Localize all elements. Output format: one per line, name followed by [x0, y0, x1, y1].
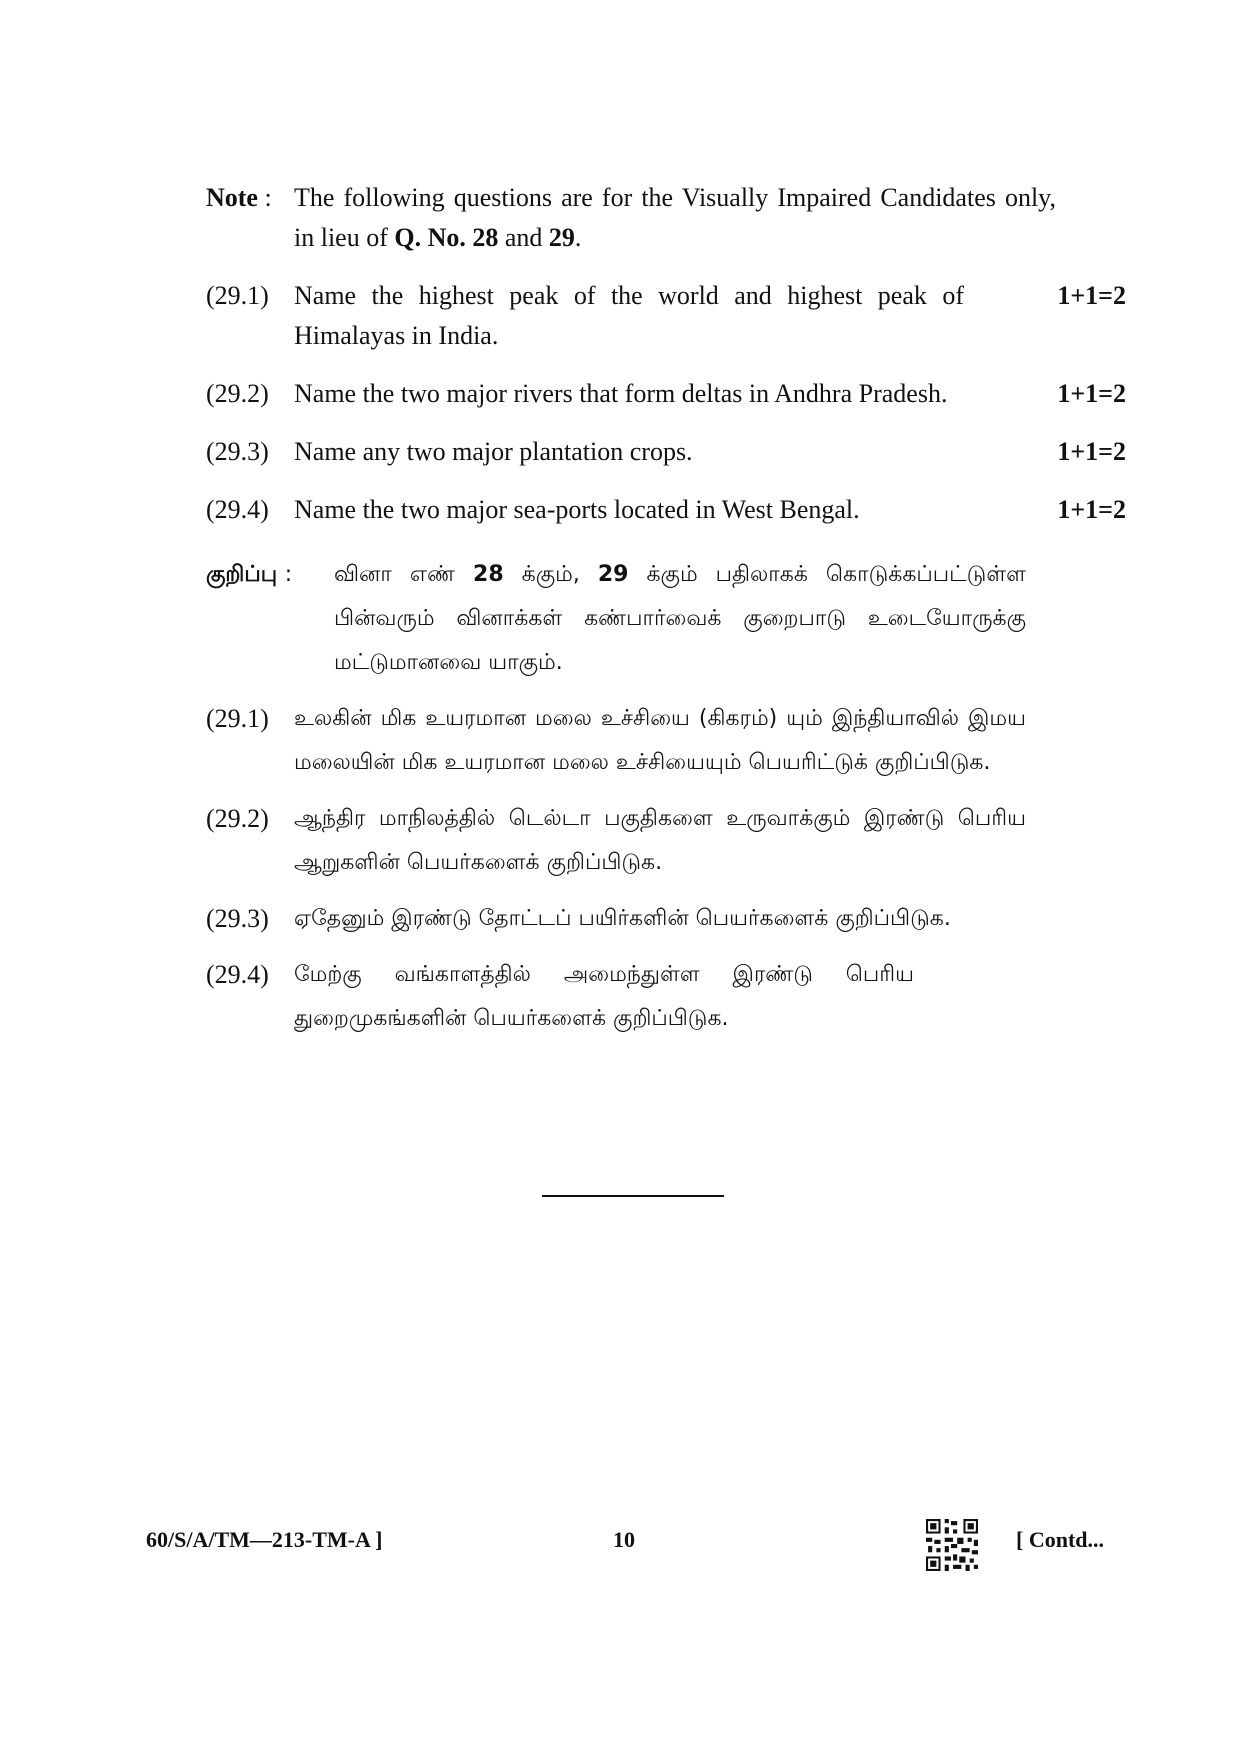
question-number: (29.2): [206, 804, 269, 833]
tamil-note-num-b: 29: [597, 562, 629, 587]
question-text: Name the two major sea-ports located in West Bengal.: [294, 495, 860, 524]
question-number: (29.3): [206, 904, 269, 933]
tamil-question-29-1: [206, 697, 1026, 785]
tamil-question-29-2: [206, 797, 1026, 885]
question-marks: 1+1=2: [1057, 495, 1126, 524]
page-number: 10: [613, 1527, 635, 1552]
continued-label: [ Contd...: [1016, 1527, 1105, 1552]
tamil-note-text-pre: வினா எண்: [334, 562, 474, 587]
tamil-note: [206, 553, 1026, 685]
note-and-word: and: [498, 223, 549, 252]
note-text-pre: The following questions are for the Visually Impaired Candidates only, in lieu of: [294, 183, 1056, 252]
question-text: ஆந்திர மாநிலத்தில் டெல்டா பகுதிகளை உருவாக்கும் இரண்டு பெரிய ஆறுகளின் பெயர்களைக் குறிப்பிடுக.: [294, 806, 1026, 875]
english-question-29-1: [206, 276, 1126, 356]
qr-code-icon: [926, 1519, 978, 1571]
paper-code: 60/S/A/TM—213-TM-A ]: [146, 1527, 383, 1552]
english-section: [206, 178, 1126, 548]
question-text: உலகின் மிக உயரமான மலை உச்சியை (கிகரம்) யும் இந்தியாவில் இமய மலையின் மிக உயரமான மலை உச்சியையும் பெயரிட்டுக் குறிப்பிடுக.: [294, 706, 1026, 775]
question-text: Name any two major plantation crops.: [294, 437, 693, 466]
question-number: (29.1): [206, 704, 269, 733]
note-num-b: 29: [548, 223, 575, 252]
note-num-a: 28: [472, 223, 499, 252]
english-question-29-4: [206, 490, 1126, 530]
note-text: [294, 178, 1056, 258]
tamil-question-29-4: [206, 953, 1026, 1041]
note-colon: :: [264, 183, 272, 212]
question-marks: 1+1=2: [1057, 437, 1126, 466]
tamil-note-mid: க்கும்,: [503, 562, 598, 587]
tamil-note-label: [206, 553, 334, 597]
question-text: மேற்கு வங்காளத்தில் அமைந்துள்ள இரண்டு பெரிய துறைமுகங்களின் பெயர்களைக் குறிப்பிடுக.: [294, 962, 914, 1031]
question-marks: 1+1=2: [1057, 281, 1126, 310]
question-text: ஏதேனும் இரண்டு தோட்டப் பயிர்களின் பெயர்களைக் குறிப்பிடுக.: [294, 906, 951, 931]
question-number: (29.2): [206, 379, 269, 408]
question-number: (29.3): [206, 437, 269, 466]
note-end: .: [574, 223, 582, 252]
question-text: Name the highest peak of the world and highest peak of Himalayas in India.: [294, 281, 964, 350]
note-label-text: Note: [206, 183, 258, 212]
tamil-note-label-text: குறிப்பு: [206, 562, 278, 587]
tamil-section: [206, 553, 1026, 1053]
english-question-29-3: [206, 432, 1126, 472]
tamil-note-colon: :: [284, 562, 293, 587]
note-label: [206, 178, 294, 218]
question-text: Name the two major rivers that form deltas in Andhra Pradesh.: [294, 379, 948, 408]
note-qno-label: Q. No.: [394, 223, 466, 252]
tamil-question-29-3: [206, 897, 1026, 941]
question-number: (29.1): [206, 281, 269, 310]
tamil-note-num-a: 28: [473, 562, 504, 587]
tamil-note-text-post: க்கும் பதிலாகக் கொடுக்கப்பட்டுள்ள பின்வரும் வினாக்கள் கண்பார்வைக் குறைபாடு உடையோருக்கு மட்டுமானவை யாகும்.: [334, 562, 1026, 675]
question-number: (29.4): [206, 495, 269, 524]
end-divider: [542, 1195, 724, 1197]
question-number: (29.4): [206, 960, 269, 989]
tamil-note-text: [334, 553, 1026, 685]
english-question-29-2: [206, 374, 1126, 414]
english-note: [206, 178, 1126, 258]
question-marks: 1+1=2: [1057, 379, 1126, 408]
